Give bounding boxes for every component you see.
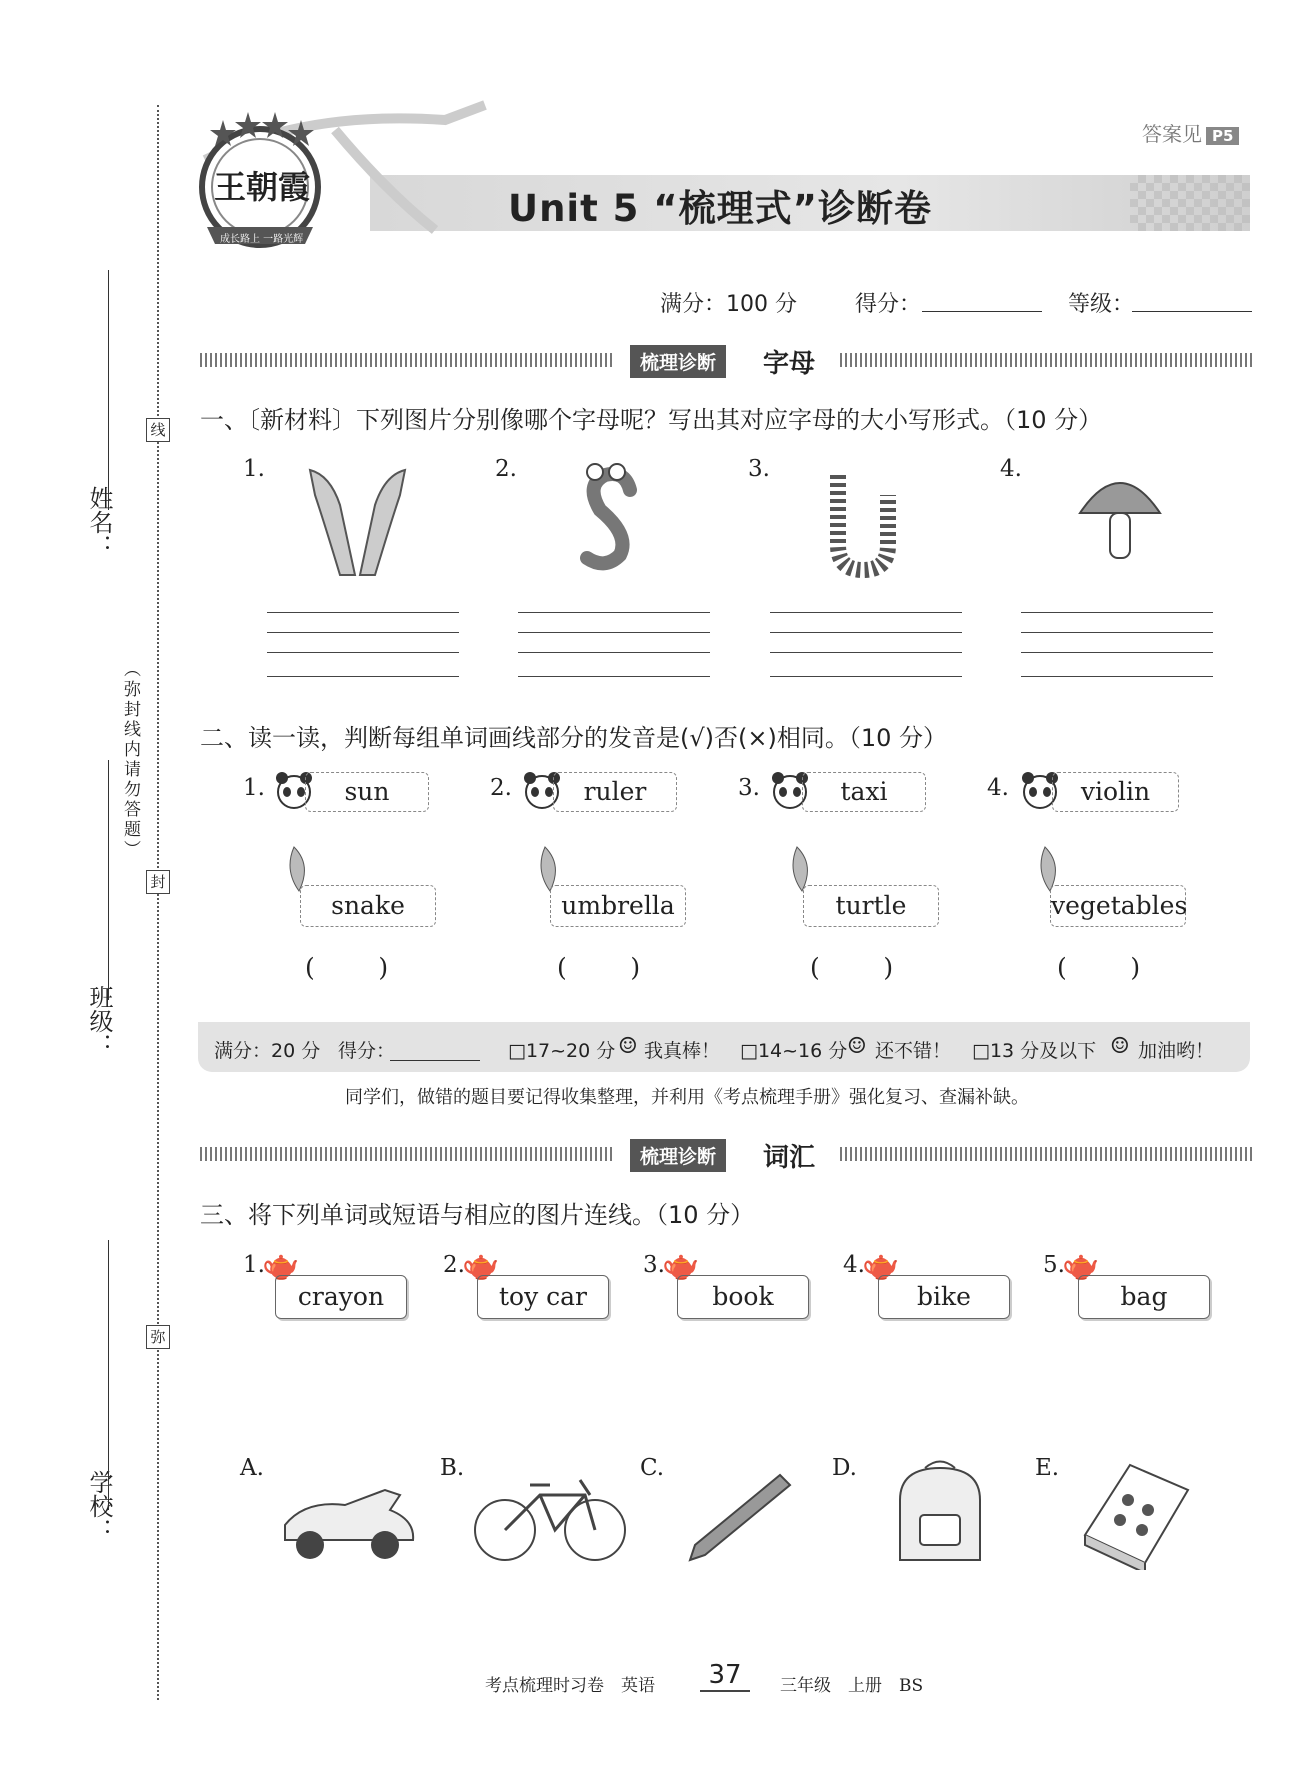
book-image[interactable] bbox=[1070, 1455, 1195, 1570]
writing-line[interactable] bbox=[518, 612, 710, 613]
writing-line[interactable] bbox=[267, 676, 459, 677]
level-option-3[interactable]: □13 分及以下 bbox=[972, 1040, 1097, 1062]
full-score: 满分：100 分 bbox=[660, 292, 797, 317]
q2-item-number: 3. bbox=[738, 775, 760, 801]
teapot-icon: 🫖 bbox=[1062, 1248, 1100, 1283]
section-divider bbox=[200, 1147, 615, 1161]
section-divider bbox=[840, 1147, 1252, 1161]
backpack-image[interactable] bbox=[880, 1460, 1000, 1570]
bicycle-image[interactable] bbox=[470, 1460, 630, 1565]
logo-name: 王朝霞 bbox=[214, 168, 311, 206]
word-card[interactable]: book bbox=[677, 1275, 809, 1319]
smiley-icon: ☺ bbox=[1110, 1034, 1130, 1059]
writing-line[interactable] bbox=[267, 652, 459, 653]
writing-line[interactable] bbox=[770, 612, 962, 613]
word-card[interactable]: bike bbox=[878, 1275, 1010, 1319]
writing-line[interactable] bbox=[267, 632, 459, 633]
q2-item-number: 1. bbox=[243, 775, 265, 801]
page-number: 37 bbox=[700, 1660, 750, 1692]
question-2: 二、读一读，判断每组单词画线部分的发音是(√)否(×)相同。（10 分） bbox=[200, 724, 948, 752]
word-box-bottom: snake bbox=[300, 885, 436, 927]
name-label: 姓名： bbox=[85, 486, 113, 558]
picture-letter: B. bbox=[440, 1455, 465, 1481]
binding-note: （弥封线内请勿答题） bbox=[120, 660, 140, 860]
logo-slogan: 成长路上 一路光辉 bbox=[220, 234, 304, 245]
word-card[interactable]: toy car bbox=[477, 1275, 609, 1319]
q3-item-number: 5. bbox=[1043, 1252, 1065, 1278]
level-option-2[interactable]: □14~16 分 bbox=[740, 1040, 848, 1062]
picture-letter: E. bbox=[1035, 1455, 1060, 1481]
writing-line[interactable] bbox=[1021, 652, 1213, 653]
writing-line[interactable] bbox=[1021, 612, 1213, 613]
answer-paren[interactable]: ( ) bbox=[810, 953, 894, 982]
answer-ref-text: 答案见 bbox=[1142, 122, 1202, 146]
writing-line[interactable] bbox=[267, 612, 459, 613]
binding-dotted-line bbox=[157, 105, 159, 1700]
crayon-image[interactable] bbox=[680, 1470, 795, 1565]
smiley-icon: ☺ bbox=[847, 1034, 867, 1059]
page-title: Unit 5 “梳理式”诊断卷 bbox=[508, 187, 932, 230]
question-3: 三、将下列单词或短语与相应的图片连线。（10 分） bbox=[200, 1201, 755, 1229]
q2-item-number: 4. bbox=[987, 775, 1009, 801]
section-score-label: 得分： bbox=[338, 1040, 396, 1062]
q1-item-number: 3. bbox=[748, 456, 770, 482]
smiley-icon: ☺ bbox=[618, 1034, 638, 1059]
score-label: 得分： bbox=[855, 292, 922, 317]
answer-paren[interactable]: ( ) bbox=[1057, 953, 1141, 982]
writing-line[interactable] bbox=[518, 652, 710, 653]
seal-xian: 线 bbox=[146, 418, 170, 442]
level-option-1[interactable]: □17~20 分 bbox=[508, 1040, 616, 1062]
teapot-icon: 🫖 bbox=[462, 1248, 500, 1283]
writing-line[interactable] bbox=[770, 676, 962, 677]
footer-grade-info: 三年级 上册 BS bbox=[780, 1676, 924, 1696]
q1-item-number: 4. bbox=[1000, 456, 1022, 482]
writing-line[interactable] bbox=[518, 676, 710, 677]
teapot-icon: 🫖 bbox=[862, 1248, 900, 1283]
q3-item-number: 1. bbox=[243, 1252, 265, 1278]
banner-checker-decoration bbox=[1130, 175, 1250, 231]
picture-letter: A. bbox=[240, 1455, 264, 1481]
word-box-bottom: turtle bbox=[803, 885, 939, 927]
teapot-icon: 🫖 bbox=[262, 1248, 300, 1283]
name-field[interactable] bbox=[108, 270, 109, 510]
word-box-top: sun bbox=[305, 772, 429, 812]
seal-feng: 封 bbox=[146, 870, 170, 894]
section-divider bbox=[200, 353, 615, 367]
mushroom-t-image bbox=[1075, 468, 1165, 568]
q2-item-number: 2. bbox=[490, 775, 512, 801]
rabbits-w-image bbox=[300, 465, 415, 585]
level-text-1: 我真棒！ bbox=[644, 1040, 721, 1062]
answer-paren[interactable]: ( ) bbox=[557, 953, 641, 982]
review-reminder: 同学们，做错的题目要记得收集整理，并利用《考点梳理手册》强化复习、查漏补缺。 bbox=[345, 1087, 1029, 1108]
q3-item-number: 3. bbox=[643, 1252, 665, 1278]
q1-item-number: 2. bbox=[495, 456, 517, 482]
grade-label: 等级： bbox=[1068, 292, 1135, 317]
q3-item-number: 2. bbox=[443, 1252, 465, 1278]
level-text-3: 加油哟！ bbox=[1138, 1040, 1215, 1062]
section1-name: 字母 bbox=[763, 349, 816, 379]
word-box-top: ruler bbox=[553, 772, 677, 812]
class-field[interactable] bbox=[108, 760, 109, 1000]
section-full-score: 满分：20 分 bbox=[214, 1040, 321, 1062]
picture-letter: D. bbox=[832, 1455, 857, 1481]
level-text-2: 还不错！ bbox=[875, 1040, 952, 1062]
word-box-top: violin bbox=[1052, 772, 1179, 812]
footer-book-info: 考点梳理时习卷 英语 bbox=[485, 1676, 655, 1696]
question-1: 一、〔新材料〕下列图片分别像哪个字母呢？写出其对应字母的大小写形式。（10 分） bbox=[200, 406, 1103, 434]
q3-item-number: 4. bbox=[843, 1252, 865, 1278]
word-box-top: taxi bbox=[802, 772, 926, 812]
score-field[interactable] bbox=[922, 285, 1042, 312]
word-box-bottom: vegetables bbox=[1050, 885, 1186, 927]
word-box-bottom: umbrella bbox=[550, 885, 686, 927]
writing-line[interactable] bbox=[770, 632, 962, 633]
writing-line[interactable] bbox=[518, 632, 710, 633]
word-card[interactable]: crayon bbox=[275, 1275, 407, 1319]
writing-line[interactable] bbox=[1021, 676, 1213, 677]
writing-line[interactable] bbox=[770, 652, 962, 653]
section1-tag: 梳理诊断 bbox=[630, 345, 726, 378]
class-label: 班级： bbox=[85, 985, 113, 1057]
seal-mi: 弥 bbox=[146, 1325, 170, 1349]
school-field[interactable] bbox=[108, 1240, 109, 1510]
section-divider bbox=[840, 353, 1252, 367]
answer-paren[interactable]: ( ) bbox=[305, 953, 389, 982]
zebra-u-image bbox=[818, 465, 908, 580]
answer-reference bbox=[1142, 118, 1239, 147]
section-score-field[interactable] bbox=[390, 1036, 480, 1061]
answer-page-badge: P5 bbox=[1206, 127, 1239, 145]
teapot-icon: 🫖 bbox=[662, 1248, 700, 1283]
picture-letter: C. bbox=[640, 1455, 665, 1481]
q1-item-number: 1. bbox=[243, 456, 265, 482]
snake-s-image bbox=[575, 460, 645, 575]
section2-name: 词汇 bbox=[763, 1143, 816, 1173]
section2-tag: 梳理诊断 bbox=[630, 1139, 726, 1172]
toy-car-image[interactable] bbox=[275, 1470, 420, 1565]
school-label: 学校： bbox=[85, 1470, 113, 1542]
grade-field[interactable] bbox=[1132, 285, 1252, 312]
writing-line[interactable] bbox=[1021, 632, 1213, 633]
word-card[interactable]: bag bbox=[1078, 1275, 1210, 1319]
